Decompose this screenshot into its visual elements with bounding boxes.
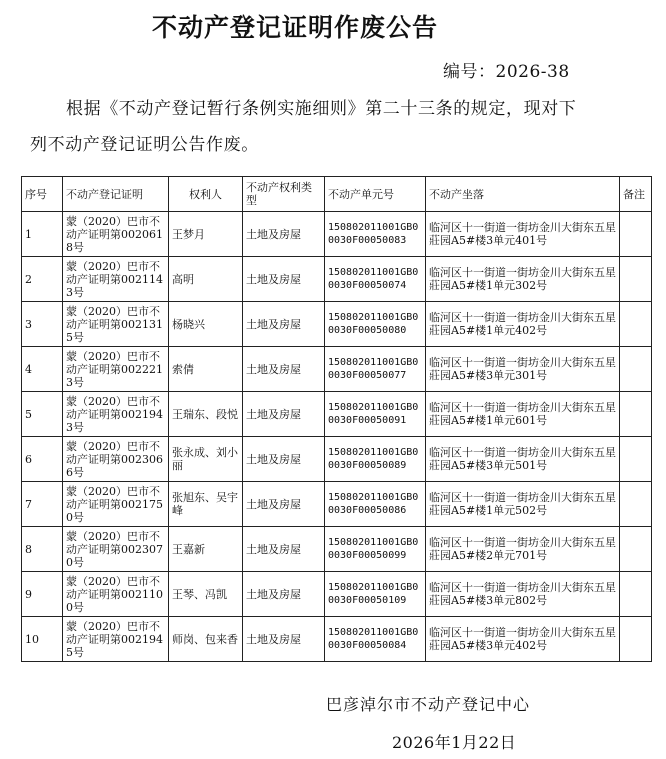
cell-right-type: 土地及房屋 [243, 257, 325, 302]
table-row [22, 482, 652, 527]
header-remark: 备注 [620, 177, 652, 212]
cell-owner: 王琴、冯凯 [169, 572, 243, 617]
cell-location: 临河区十一街道一街坊金川大街东五星莊园A5#楼1单元402号 [426, 302, 620, 347]
cell-right-type: 土地及房屋 [243, 527, 325, 572]
issuer-name: 巴彦淖尔市不动产登记中心 [326, 695, 531, 714]
cell-right-type: 土地及房屋 [243, 392, 325, 437]
cell-remark [620, 347, 652, 392]
cell-remark [620, 572, 652, 617]
cell-unit-number: 150802011001GB00030F00050084 [325, 617, 426, 662]
cell-unit-number: 150802011001GB00030F00050089 [325, 437, 426, 482]
cell-seq: 4 [22, 347, 63, 392]
cell-location: 临河区十一街道一街坊金川大街东五星莊园A5#楼1单元302号 [426, 257, 620, 302]
cell-location: 临河区十一街道一街坊金川大街东五星莊园A5#楼3单元501号 [426, 437, 620, 482]
cell-certificate: 蒙（2020）巴市不动产证明第0021750号 [63, 482, 169, 527]
cell-owner: 张永成、刘小丽 [169, 437, 243, 482]
issue-date: 2026年1月22日 [392, 733, 517, 752]
cell-unit-number: 150802011001GB00030F00050109 [325, 572, 426, 617]
cell-seq: 2 [22, 257, 63, 302]
cell-certificate: 蒙（2020）巴市不动产证明第0021945号 [63, 617, 169, 662]
cell-owner: 师岗、包来香 [169, 617, 243, 662]
cell-owner: 张旭东、吴宇峰 [169, 482, 243, 527]
cell-right-type: 土地及房屋 [243, 347, 325, 392]
cell-seq: 10 [22, 617, 63, 662]
cell-location: 临河区十一街道一街坊金川大街东五星莊园A5#楼2单元701号 [426, 527, 620, 572]
cell-certificate: 蒙（2020）巴市不动产证明第0020618号 [63, 212, 169, 257]
cell-remark [620, 617, 652, 662]
cell-certificate: 蒙（2020）巴市不动产证明第0021943号 [63, 392, 169, 437]
cell-seq: 9 [22, 572, 63, 617]
table-row [22, 257, 652, 302]
cell-remark [620, 302, 652, 347]
cell-certificate: 蒙（2020）巴市不动产证明第0021100号 [63, 572, 169, 617]
table-header-row [22, 177, 652, 212]
cell-certificate: 蒙（2020）巴市不动产证明第0021315号 [63, 302, 169, 347]
cell-right-type: 土地及房屋 [243, 302, 325, 347]
header-owner: 权利人 [169, 177, 243, 212]
cell-remark [620, 527, 652, 572]
cell-unit-number: 150802011001GB00030F00050080 [325, 302, 426, 347]
cell-certificate: 蒙（2020）巴市不动产证明第0022213号 [63, 347, 169, 392]
cell-remark [620, 437, 652, 482]
cell-seq: 6 [22, 437, 63, 482]
cell-seq: 5 [22, 392, 63, 437]
header-unit-number: 不动产单元号 [325, 177, 426, 212]
cell-owner: 王梦月 [169, 212, 243, 257]
notice-paragraph: 根据《不动产登记暂行条例实施细则》第二十三条的规定，现对下列不动产登记证明公告作废。 [30, 99, 577, 155]
cell-owner: 王瑞东、段悦 [169, 392, 243, 437]
cell-owner: 索倩 [169, 347, 243, 392]
header-certificate: 不动产登记证明 [63, 177, 169, 212]
table-row [22, 212, 652, 257]
cell-certificate: 蒙（2020）巴市不动产证明第0023066号 [63, 437, 169, 482]
cell-location: 临河区十一街道一街坊金川大街东五星莊园A5#楼1单元502号 [426, 482, 620, 527]
cell-right-type: 土地及房屋 [243, 617, 325, 662]
cell-owner: 王嘉新 [169, 527, 243, 572]
cell-unit-number: 150802011001GB00030F00050074 [325, 257, 426, 302]
table-row [22, 347, 652, 392]
cell-seq: 8 [22, 527, 63, 572]
cell-location: 临河区十一街道一街坊金川大街东五星莊园A5#楼1单元601号 [426, 392, 620, 437]
cell-owner: 杨晓兴 [169, 302, 243, 347]
cell-certificate: 蒙（2020）巴市不动产证明第0023070号 [63, 527, 169, 572]
table-row [22, 617, 652, 662]
cell-location: 临河区十一街道一街坊金川大街东五星莊园A5#楼3单元401号 [426, 212, 620, 257]
table-row [22, 302, 652, 347]
header-seq: 序号 [22, 177, 63, 212]
cell-right-type: 土地及房屋 [243, 437, 325, 482]
cell-location: 临河区十一街道一街坊金川大街东五星莊园A5#楼3单元402号 [426, 617, 620, 662]
table-row [22, 437, 652, 482]
cell-unit-number: 150802011001GB00030F00050077 [325, 347, 426, 392]
header-location: 不动产坐落 [426, 177, 620, 212]
cell-unit-number: 150802011001GB00030F00050099 [325, 527, 426, 572]
document-number: 编号：2026-38 [443, 62, 570, 82]
cell-certificate: 蒙（2020）巴市不动产证明第0021143号 [63, 257, 169, 302]
table-row [22, 572, 652, 617]
cell-remark [620, 482, 652, 527]
cell-seq: 1 [22, 212, 63, 257]
cell-location: 临河区十一街道一街坊金川大街东五星莊园A5#楼3单元301号 [426, 347, 620, 392]
cell-right-type: 土地及房屋 [243, 212, 325, 257]
cell-right-type: 土地及房屋 [243, 572, 325, 617]
notice-title: 不动产登记证明作废公告 [151, 13, 438, 42]
cell-location: 临河区十一街道一街坊金川大街东五星莊园A5#楼3单元802号 [426, 572, 620, 617]
cell-remark [620, 212, 652, 257]
void-certificate-table [21, 176, 652, 662]
cell-remark [620, 392, 652, 437]
cell-unit-number: 150802011001GB00030F00050086 [325, 482, 426, 527]
cell-right-type: 土地及房屋 [243, 482, 325, 527]
header-right-type: 不动产权利类型 [243, 177, 325, 212]
cell-unit-number: 150802011001GB00030F00050091 [325, 392, 426, 437]
cell-owner: 高明 [169, 257, 243, 302]
table-row [22, 527, 652, 572]
cell-unit-number: 150802011001GB00030F00050083 [325, 212, 426, 257]
table-row [22, 392, 652, 437]
cell-seq: 3 [22, 302, 63, 347]
cell-seq: 7 [22, 482, 63, 527]
cell-remark [620, 257, 652, 302]
